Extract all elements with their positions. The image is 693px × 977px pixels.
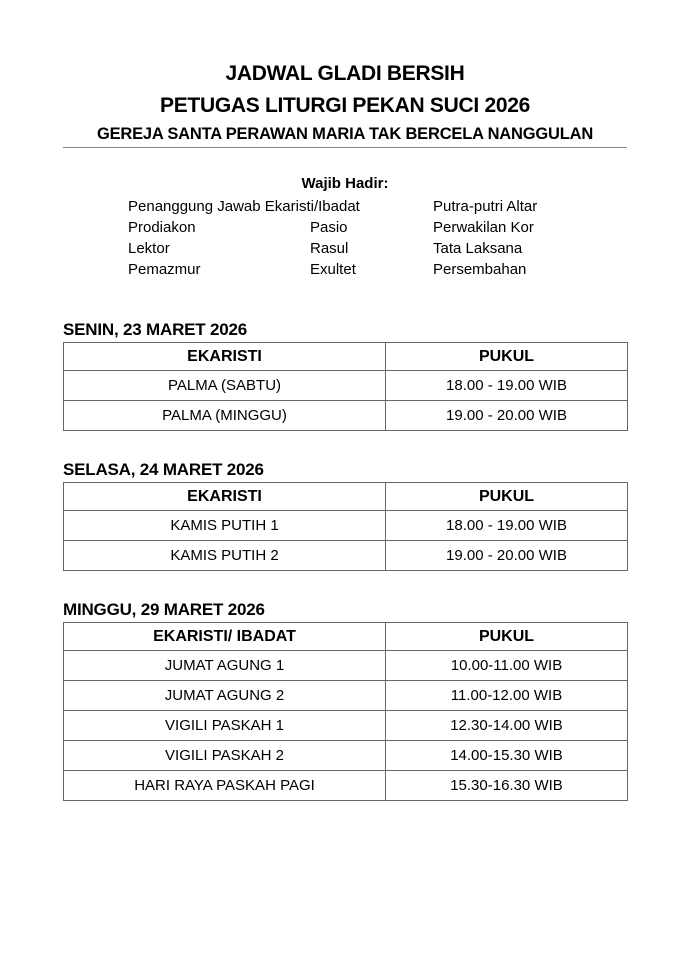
event-cell: JUMAT AGUNG 2 bbox=[64, 681, 386, 711]
table-header-row bbox=[64, 623, 628, 651]
church-name: GEREJA SANTA PERAWAN MARIA TAK BERCELA NANGGULAN bbox=[96, 125, 594, 143]
attendance-list bbox=[128, 196, 627, 280]
table-row bbox=[64, 511, 628, 541]
schedule-section-senin bbox=[63, 320, 627, 431]
event-cell: VIGILI PASKAH 2 bbox=[64, 741, 386, 771]
time-cell: 14.00-15.30 WIB bbox=[386, 741, 628, 771]
table-header-cell-time: PUKUL bbox=[386, 483, 628, 511]
schedule-section-selasa bbox=[63, 460, 627, 571]
table-row bbox=[64, 681, 628, 711]
table-row bbox=[64, 741, 628, 771]
event-cell: HARI RAYA PASKAH PAGI bbox=[64, 771, 386, 801]
time-cell: 19.00 - 20.00 WIB bbox=[386, 541, 628, 571]
attendance-item: Lektor bbox=[128, 240, 170, 257]
table-header-row bbox=[64, 343, 628, 371]
table-row bbox=[64, 771, 628, 801]
attendance-item: Putra-putri Altar bbox=[433, 198, 538, 215]
attendance-item: Pemazmur bbox=[128, 261, 201, 278]
table-row bbox=[64, 541, 628, 571]
schedule-date-heading: MINGGU, 29 MARET 2026 bbox=[63, 600, 265, 619]
event-cell: KAMIS PUTIH 2 bbox=[64, 541, 386, 571]
header-rule bbox=[63, 147, 627, 148]
attendance-item: Prodiakon bbox=[128, 219, 196, 236]
table-row bbox=[64, 711, 628, 741]
table-row bbox=[64, 651, 628, 681]
document-content bbox=[63, 0, 627, 801]
schedule-table bbox=[63, 342, 628, 431]
time-cell: 19.00 - 20.00 WIB bbox=[386, 401, 628, 431]
document-title-line2: PETUGAS LITURGI PEKAN SUCI 2026 bbox=[160, 94, 530, 117]
schedule-table bbox=[63, 482, 628, 571]
time-cell: 18.00 - 19.00 WIB bbox=[386, 511, 628, 541]
schedule-date-heading: SELASA, 24 MARET 2026 bbox=[63, 460, 264, 479]
time-cell: 12.30-14.00 WIB bbox=[386, 711, 628, 741]
attendance-item: Exultet bbox=[310, 261, 356, 278]
table-row bbox=[64, 371, 628, 401]
table-header-cell-event: EKARISTI bbox=[64, 343, 386, 371]
event-cell: JUMAT AGUNG 1 bbox=[64, 651, 386, 681]
time-cell: 11.00-12.00 WIB bbox=[386, 681, 628, 711]
attendance-item: Rasul bbox=[310, 240, 349, 257]
attendance-item: Penanggung Jawab Ekaristi/Ibadat bbox=[128, 198, 360, 215]
attendance-item: Perwakilan Kor bbox=[433, 219, 534, 236]
schedule-section-minggu bbox=[63, 600, 627, 801]
table-header-cell-time: PUKUL bbox=[386, 623, 628, 651]
table-header-cell-time: PUKUL bbox=[386, 343, 628, 371]
time-cell: 18.00 - 19.00 WIB bbox=[386, 371, 628, 401]
event-cell: VIGILI PASKAH 1 bbox=[64, 711, 386, 741]
schedule-table bbox=[63, 622, 628, 801]
attendance-item: Pasio bbox=[310, 219, 348, 236]
event-cell: PALMA (MINGGU) bbox=[64, 401, 386, 431]
table-header-cell-event: EKARISTI bbox=[64, 483, 386, 511]
attendance-heading: Wajib Hadir: bbox=[301, 175, 389, 192]
table-row bbox=[64, 401, 628, 431]
table-header-cell-event: EKARISTI/ IBADAT bbox=[64, 623, 386, 651]
table-header-row bbox=[64, 483, 628, 511]
event-cell: PALMA (SABTU) bbox=[64, 371, 386, 401]
event-cell: KAMIS PUTIH 1 bbox=[64, 511, 386, 541]
schedule-date-heading: SENIN, 23 MARET 2026 bbox=[63, 320, 248, 339]
attendance-item: Tata Laksana bbox=[433, 240, 523, 257]
time-cell: 15.30-16.30 WIB bbox=[386, 771, 628, 801]
time-cell: 10.00-11.00 WIB bbox=[386, 651, 628, 681]
document-title-line1: JADWAL GLADI BERSIH bbox=[225, 62, 465, 85]
attendance-item: Persembahan bbox=[433, 261, 527, 278]
